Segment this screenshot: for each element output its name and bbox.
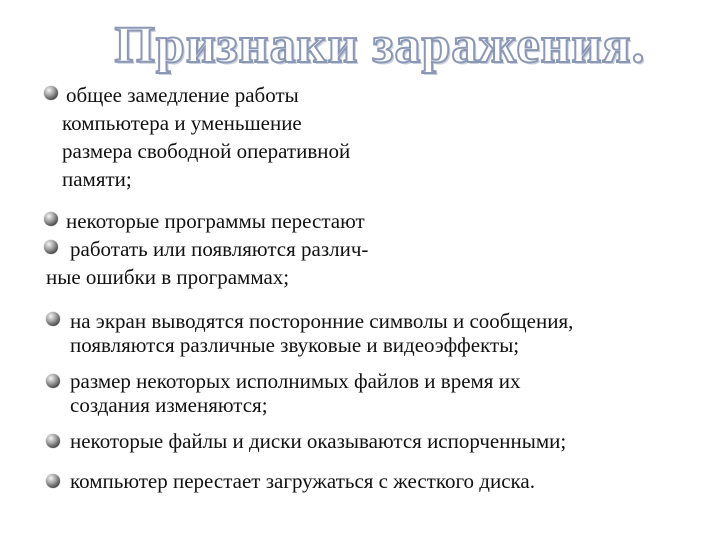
bullet-icon <box>46 474 60 488</box>
item-5-line-1: некоторые файлы и диски оказываются испорченными; <box>70 429 567 453</box>
item-6-line-1: компьютер перестает загружаться с жесткого диска. <box>70 469 535 493</box>
item-2-line-1: некоторые программы перестают <box>66 209 365 233</box>
bullet-icon <box>44 86 58 100</box>
bullet-icon <box>46 374 60 388</box>
bullet-icon <box>44 212 58 226</box>
item-4-line-2: создания изменяются; <box>70 393 268 417</box>
item-4-line-1: размер некоторых исполнимых файлов и время их <box>70 369 521 393</box>
bullet-icon <box>46 312 60 326</box>
item-1-line-2: компьютера и уменьшение <box>62 111 302 135</box>
item-1-line-3: размера свободной оперативной <box>62 139 351 163</box>
item-3-line-2: появляются различные звуковые и видеоэффекты; <box>70 333 520 357</box>
item-2-line-3: ные ошибки в программах; <box>46 265 290 289</box>
bullet-icon <box>44 240 58 254</box>
item-1-line-4: памяти; <box>62 167 132 191</box>
item-1-line-1: общее замедление работы <box>66 83 299 107</box>
bullet-icon <box>46 434 60 448</box>
slide-title: Признаки заражения. <box>114 17 646 74</box>
item-2-line-2: работать или появляются различ- <box>70 237 369 261</box>
item-3-line-1: на экран выводятся посторонние символы и сообщения, <box>70 309 574 333</box>
